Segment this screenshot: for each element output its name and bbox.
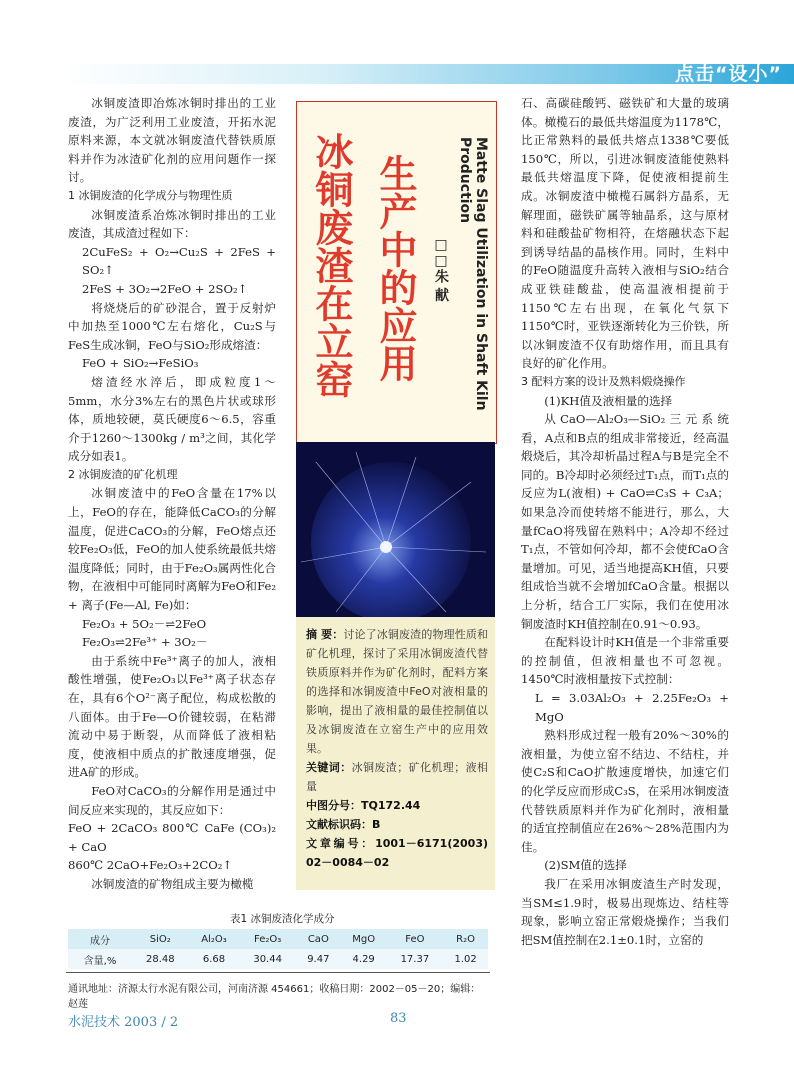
table-header-row: [68, 929, 488, 949]
journal-footer: 水泥技术 2003 / 2: [68, 1015, 179, 1030]
right-column: [521, 94, 729, 949]
paragraph: 由于系统中Fe³⁺离子的加人，液相酸性增强，使Fe₂O₃以Fe³⁺离子状态存在，具有6个O²⁻离子配位，构成松散的八面体。由于Fe—O价键较弱，在粘滞流动中易于断裂，从而降低了液相粘度，使液相中质点的扩散速度增强，促进A矿的形成。: [68, 653, 276, 780]
section-2-heading: 2 冰铜废渣的矿化机理: [68, 467, 178, 481]
cover-artwork: [296, 442, 495, 617]
subsection-heading: (1)KH值及液相量的选择: [544, 393, 673, 408]
equation: L = 3.03Al₂O₃ + 2.25Fe₂O₃ + MgO: [535, 691, 729, 724]
paragraph: 冰铜废渣的矿物组成主要为橄榄: [91, 876, 254, 891]
table-row: [68, 949, 488, 969]
equation: FeO + 2CaCO₃ 800℃ CaFe (CO₃)₂ + CaO: [68, 821, 276, 854]
title-box: [296, 101, 497, 444]
table-header: FeO: [387, 929, 444, 949]
page-number: 83: [390, 1011, 407, 1026]
left-column: [68, 94, 276, 894]
paragraph: 石、高碳硅酸钙、磁铁矿和大量的玻璃体。橄榄石的最低共熔温度为1178℃，比正常熟料的最低共熔点1338℃要低150℃，所以，引进冰铜废渣能使熟料最低共熔温度下降，促使液相提前生成。冰铜废渣中橄榄石属斜方晶系，无解理面，磁铁矿属等轴晶系，这与原材料和硅酸盐矿物相符，在熔融状态下起到诱导结晶的晶核作用。同时，生料中的FeO随温度升高转入液相与SiO₂结合成亚铁硅酸盐，使高温液相提前于1150℃左右出现，在氧化气氛下1150℃时，亚铁逐渐转化为三价铁，所以冰铜废渣不仅有助熔作用，而且具有良好的矿化作用。: [521, 96, 729, 371]
paragraph: 冰铜废渣系冶炼冰铜时排出的工业废渣，其成渣过程如下：: [68, 207, 276, 241]
paragraph: 在配料设计时KH值是一个非常重要的控制值，但液相量也不可忽视。1450℃时液相量按下式控制：: [521, 635, 729, 687]
abstract-box: [296, 617, 495, 890]
clc-number: 中图分号：TQ172.44: [306, 799, 421, 812]
abstract-label: 摘 要：: [306, 628, 344, 641]
table-cell: 1.02: [443, 949, 488, 969]
paragraph: 冰铜废渣中的FeO含量在17%以上，FeO的存在，能降低CaCO₃的分解温度，促进CaCO₃的分解，FeO熔点还较Fe₂O₃低，FeO的加人使系统最低共熔温度降低；同时，由于Fe₂O₃属两性化合物，在液相中可能同时离解为FeO和Fe₂ + 离子(Fe—Al, Fe)如：: [68, 486, 276, 613]
section-1-heading: 1 冰铜废渣的化学成分与物理性质: [68, 188, 233, 202]
table-row-label: 含量,%: [68, 949, 132, 969]
table-cell: 30.44: [239, 949, 296, 969]
table-header: R₂O: [443, 929, 488, 949]
paragraph: 将烧烧后的矿砂混合，置于反射炉中加热至1000℃左右熔化，Cu₂S与FeS生成冰铜，FeO与SiO₂形成熔渣：: [68, 300, 276, 352]
subsection-heading: (2)SM值的选择: [544, 858, 627, 873]
paragraph: 我厂在采用冰铜废渣生产时发现，当SM≤1.9时，极易出现炼边、结柱等现象，影响立窑正常煅烧操作；当我们把SM值控制在2.1±0.1时，立窑的: [521, 876, 729, 947]
footnote: 通讯地址：济源太行水泥有限公司，河南济源 454661；收稿日期：2002－05－20；编辑：赵莲: [68, 984, 481, 1010]
table-cell: 9.47: [296, 949, 341, 969]
table-cell: 6.68: [189, 949, 240, 969]
paragraph: 从CaO—Al₂O₃—SiO₂三元系统看，A点和B点的组成非常接近，经高温煅烧后，其冷却析晶过程A与B是完全不同的。B冷却时必须经过T₁点，而T₁点的反应为L(液相) + CaO⇌C₃S + C₃A；如果急冷而使转熔不能进行，那么，大量fCaO将残留在熟料中；A冷却不经过T₁点，不管如何冷却，都不会使fCaO含量增加。可见，适当地提高KH值，只要组成恰当就不会增加fCaO含量。根据以上分析，结合工厂实际，我们在使用冰铜废渣时KH值控制在0.91～0.93。: [521, 412, 729, 631]
equation: Fe₂O₃⇌2Fe³⁺ + 3O₂－: [82, 635, 208, 650]
equation: 860℃ 2CaO+Fe₂O₃+2CO₂↑: [68, 858, 233, 873]
english-title: Matte Slag Utilization in Shaft Kiln Production: [457, 137, 489, 411]
document-code: 文献标识码：B: [306, 818, 381, 831]
equation: 2FeS + 3O₂→2FeO + 2SO₂↑: [82, 281, 248, 296]
table-header: 成分: [68, 929, 132, 949]
section-3-heading: 3 配料方案的设计及熟料煅烧操作: [521, 374, 686, 388]
table-rule: [66, 972, 490, 973]
table-header: SiO₂: [132, 929, 189, 949]
sphere-illustration: [296, 442, 495, 617]
table-cell: 17.37: [387, 949, 444, 969]
equation: 2CuFeS₂ + O₂→Cu₂S + 2FeS + SO₂↑: [82, 244, 276, 278]
title-main: 冰铜废渣在立窑: [309, 132, 353, 398]
paragraph: 熔渣经水淬后，即成粒度1～5mm，水分3%左右的黑色片状或球形体，质地较硬，莫氏硬度6～6.5，容重介于1260～1300kg / m³之间，其化学成分如表1。: [68, 374, 276, 464]
banner-text: 点击“设小”: [675, 63, 782, 85]
paragraph: 熟料形成过程一般有20%～30%的液相量，为使立窑不结边、不结柱，并使C₂S和CaO扩散速度增快，加速它们的化学反应而形成C₃S，在采用冰铜废渣代替铁质原料并作为矿化剂时，液相量的适宜控制值应在26%～28%范围内为佳。: [521, 728, 729, 854]
author: □□朱 献: [433, 237, 449, 302]
table-header: CaO: [296, 929, 341, 949]
table-title: 表1 冰铜废渣化学成分: [230, 913, 335, 925]
table-cell: 28.48: [132, 949, 189, 969]
paragraph: FeO对CaCO₃的分解作用是通过中间反应来实现的，其反应如下：: [68, 783, 276, 817]
table-header: Al₂O₃: [189, 929, 240, 949]
header-banner: [63, 64, 794, 84]
equation: Fe₂O₃ + 5O₂－⇌2FeO: [82, 616, 207, 631]
table-cell: 4.29: [341, 949, 387, 969]
abstract-text: 讨论了冰铜废渣的物理性质和矿化机理，探讨了采用冰铜废渣代替铁质原料并作为矿化剂时，配料方案的选择和冰铜废渣中FeO对液相量的影响，提出了液相量的最佳控制值以及冰铜废渣在立窑生产中的应用效果。: [306, 628, 488, 755]
table-header: Fe₂O₃: [239, 929, 296, 949]
article-number: 文章编号：1001－6171(2003) 02－0084－02: [306, 837, 488, 869]
intro-paragraph: 冰铜废渣即冶炼冰铜时排出的工业废渣，为广泛利用工业废渣，开拓水泥原料来源，本文就冰铜废渣代替铁质原料并作为冰渣矿化剂的应用问题作一探讨。: [68, 96, 276, 185]
equation: FeO + SiO₂→FeSiO₃: [82, 356, 199, 371]
title-sub: 生产中的应用: [373, 154, 417, 382]
table-header: MgO: [341, 929, 387, 949]
composition-table: [68, 929, 488, 969]
keywords: 冰铜废渣；矿化机理；液相量: [306, 761, 489, 793]
keywords-label: 关键词：: [306, 761, 352, 774]
